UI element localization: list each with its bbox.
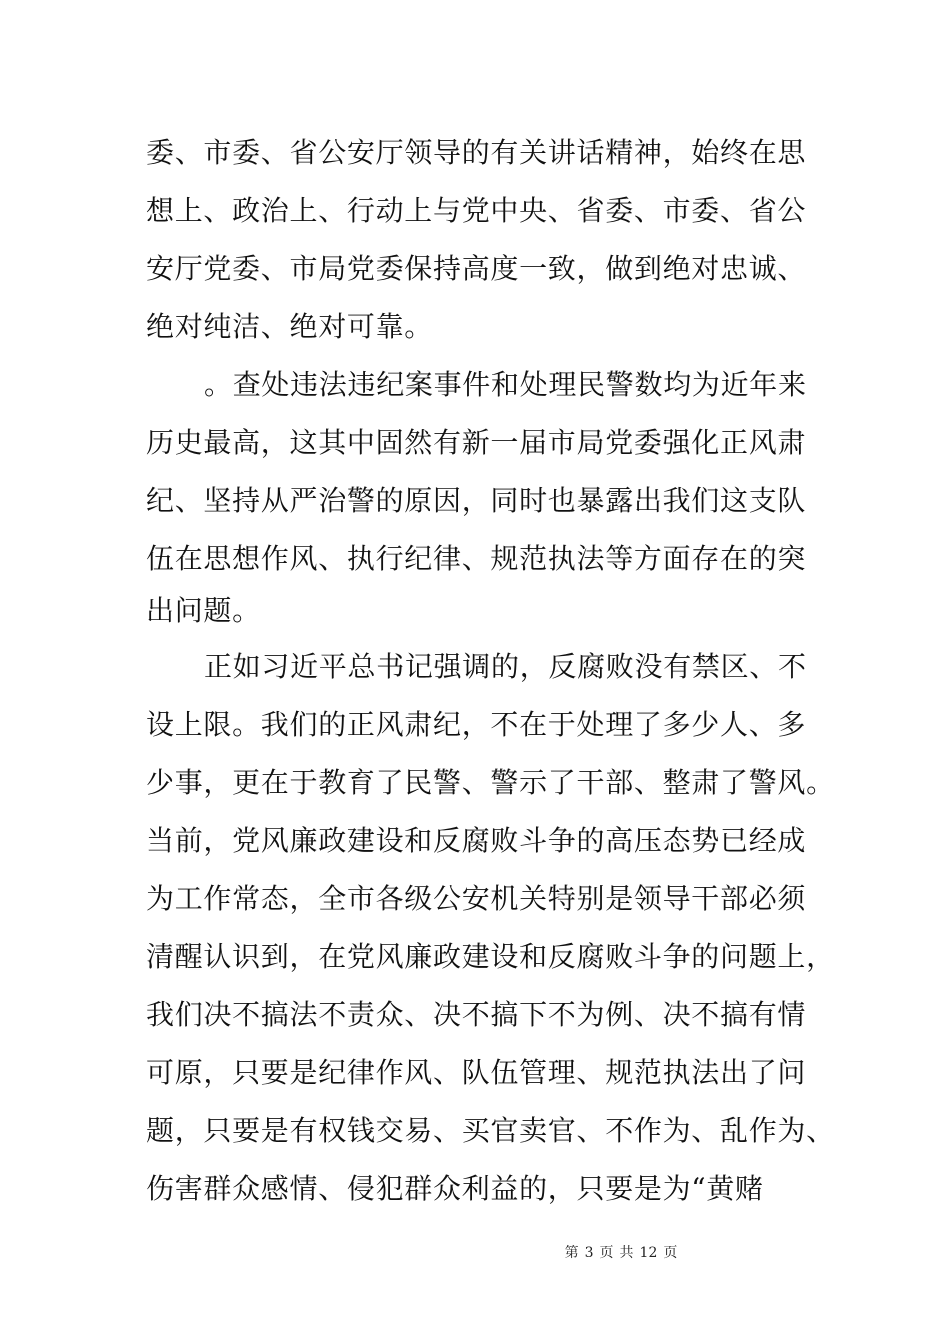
text-line: 题，只要是有权钱交易、买官卖官、不作为、乱作为、 bbox=[146, 1114, 835, 1147]
footer-total-unit: 页 bbox=[663, 1245, 678, 1261]
paragraph-start-line: 。查处违法违纪案事件和处理民警数均为近年来 bbox=[204, 368, 807, 401]
text-line: 少事，更在于教育了民警、警示了干部、整肃了警风。 bbox=[146, 766, 835, 799]
text-line: 安厅党委、市局党委保持高度一致，做到绝对忠诚、 bbox=[146, 252, 807, 285]
text-line: 伤害群众感情、侵犯群众利益的，只要是为“黄赌 bbox=[146, 1172, 764, 1205]
text-line: 为工作常态，全市各级公安机关特别是领导干部必须 bbox=[146, 882, 807, 915]
text-line: 绝对纯洁、绝对可靠。 bbox=[146, 310, 434, 343]
text-line: 纪、坚持从严治警的原因，同时也暴露出我们这支队 bbox=[146, 484, 807, 517]
text-line: 当前，党风廉政建设和反腐败斗争的高压态势已经成 bbox=[146, 824, 807, 857]
text-line: 可原，只要是纪律作风、队伍管理、规范执法出了问 bbox=[146, 1056, 807, 1089]
text-line: 委、市委、省公安厅领导的有关讲话精神，始终在思 bbox=[146, 136, 807, 169]
current-page-number: 3 bbox=[584, 1245, 594, 1261]
text-line: 想上、政治上、行动上与党中央、省委、市委、省公 bbox=[146, 194, 807, 227]
footer-page-unit: 页 bbox=[599, 1245, 614, 1261]
text-line: 历史最高，这其中固然有新一届市局党委强化正风肃 bbox=[146, 426, 807, 459]
footer-total-prefix: 共 bbox=[619, 1245, 634, 1261]
footer-prefix: 第 bbox=[564, 1245, 579, 1261]
text-line: 伍在思想作风、执行纪律、规范执法等方面存在的突 bbox=[146, 542, 807, 575]
text-line: 出问题。 bbox=[146, 594, 261, 627]
paragraph-start-line: 正如习近平总书记强调的，反腐败没有禁区、不 bbox=[204, 650, 807, 683]
text-line: 设上限。我们的正风肃纪，不在于处理了多少人、多 bbox=[146, 708, 807, 741]
total-pages-number: 12 bbox=[639, 1245, 658, 1261]
page-footer bbox=[0, 1242, 950, 1262]
text-line: 我们决不搞法不责众、决不搞下不为例、决不搞有情 bbox=[146, 998, 807, 1031]
text-line: 清醒认识到，在党风廉政建设和反腐败斗争的问题上， bbox=[146, 940, 835, 973]
